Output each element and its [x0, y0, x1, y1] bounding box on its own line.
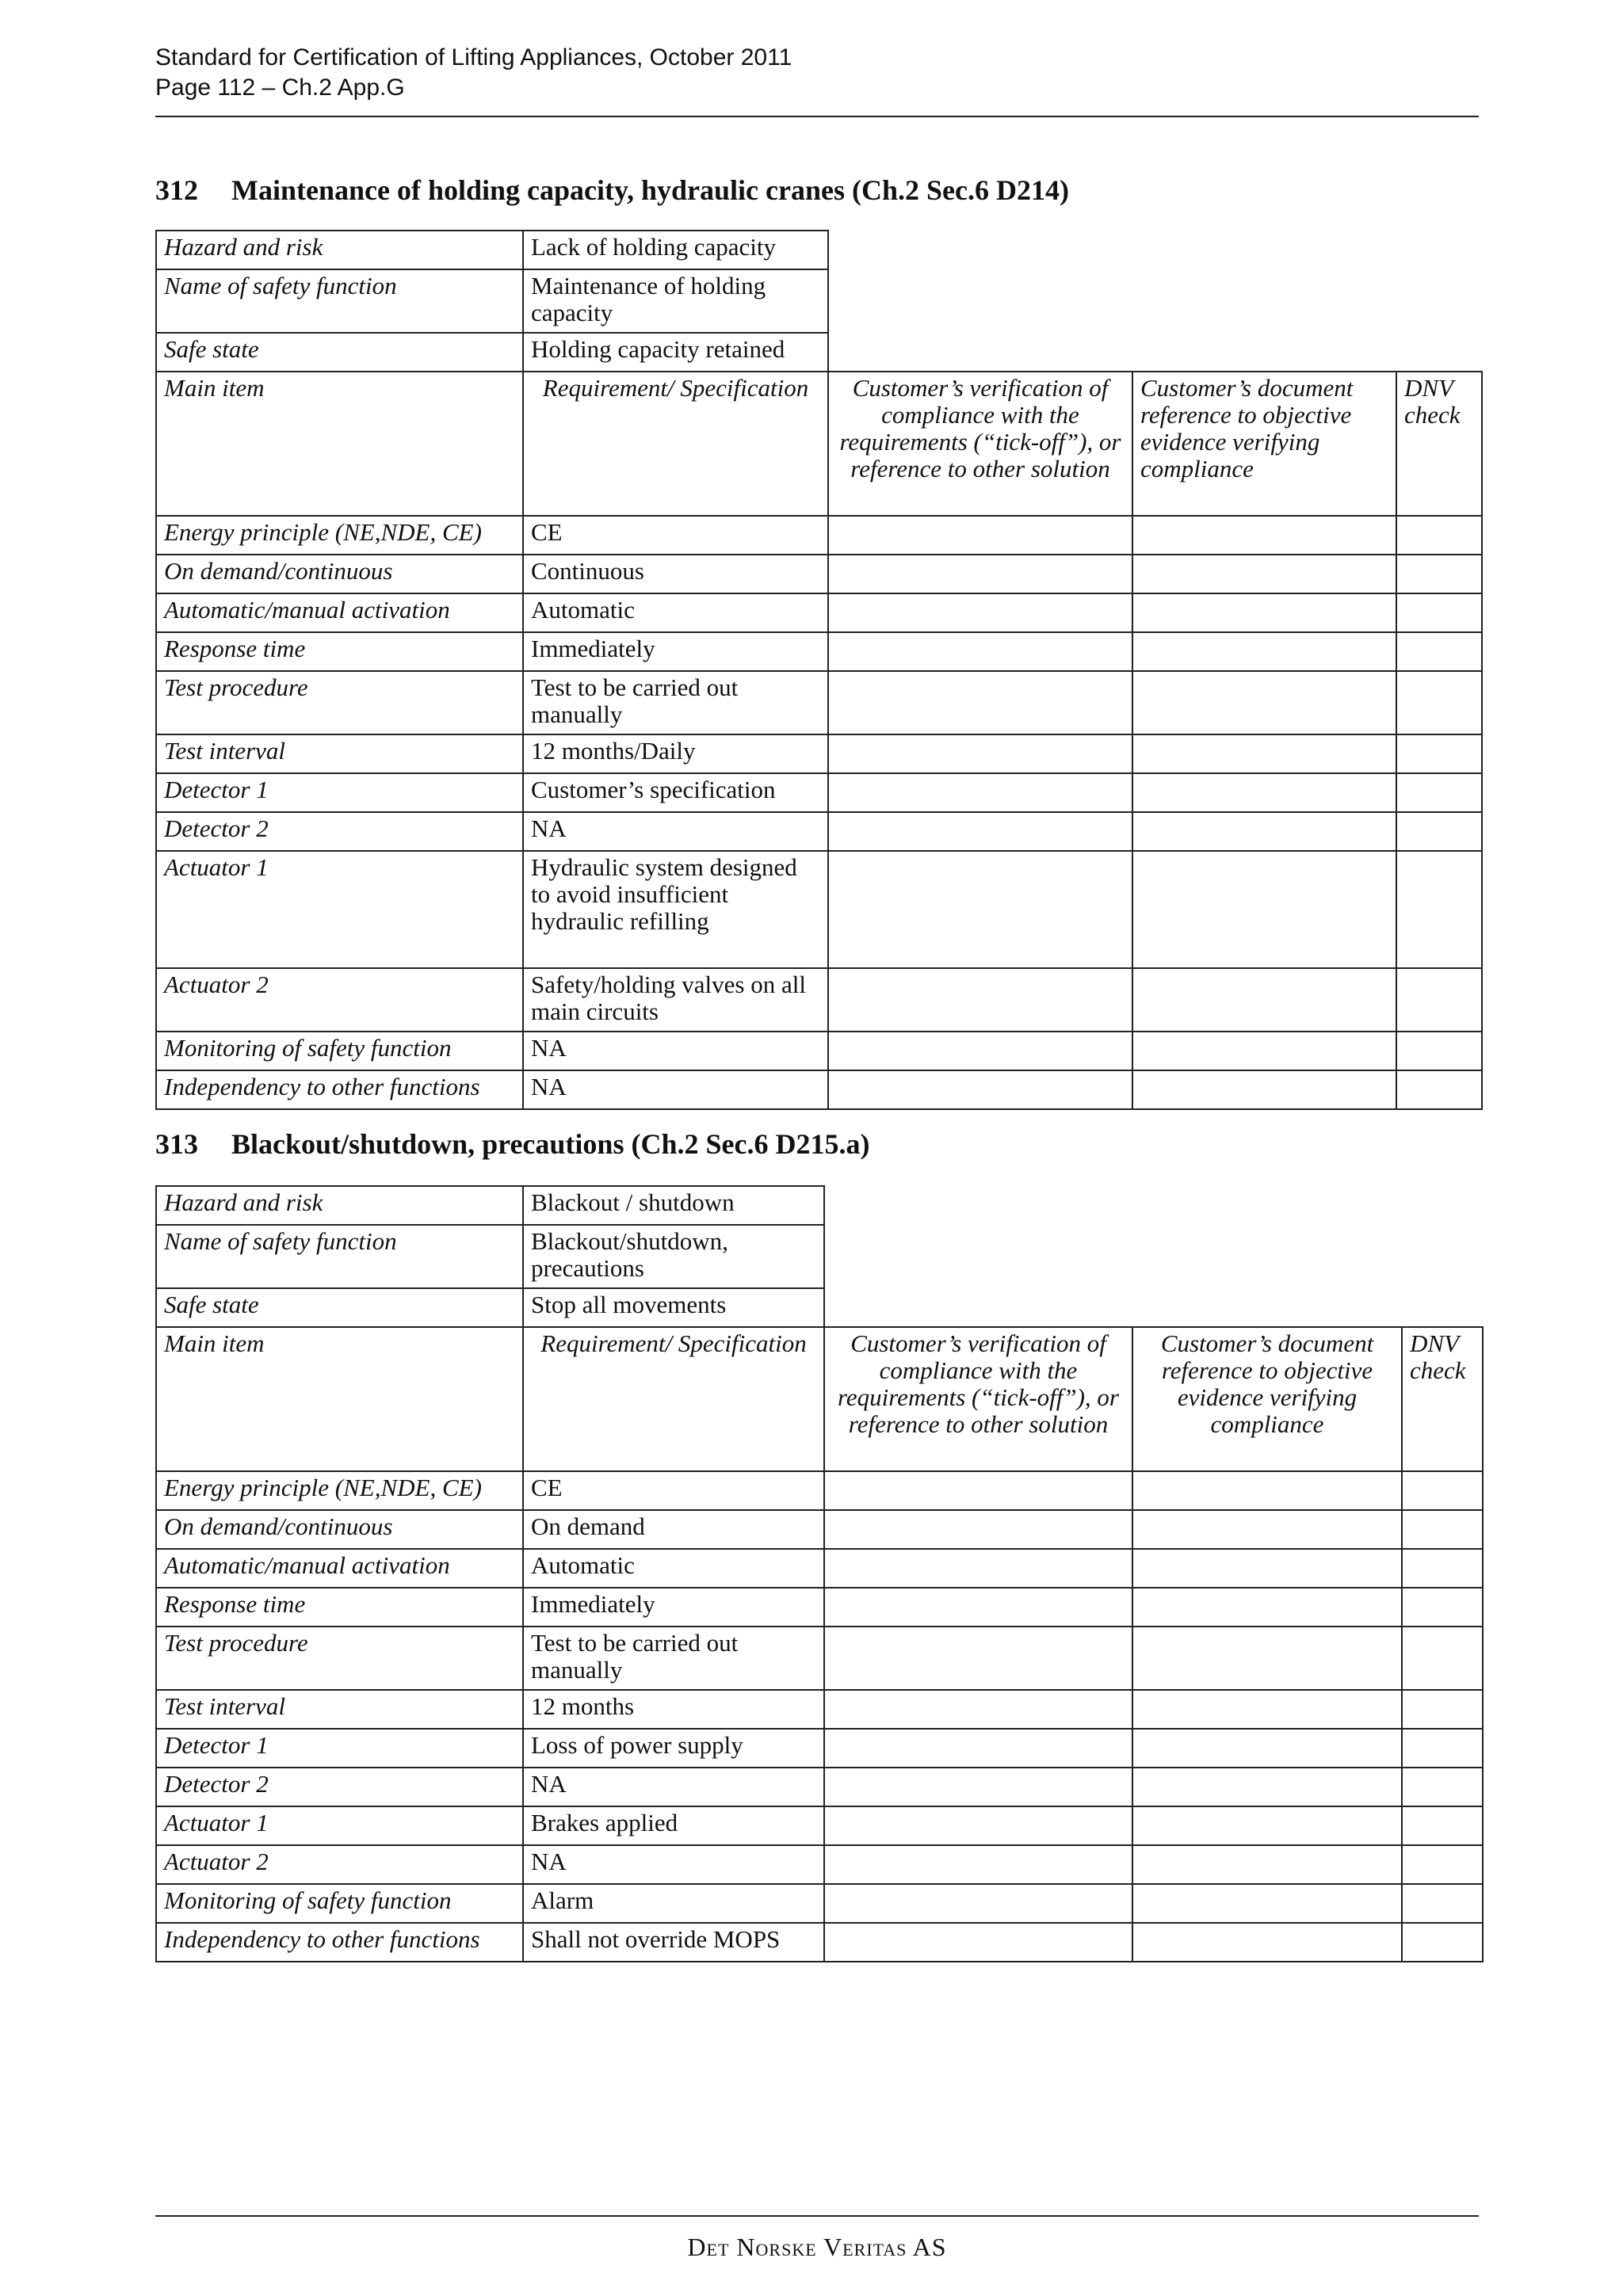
- item-cell: Automatic/manual activation: [156, 1549, 523, 1588]
- spec-cell: Shall not override MOPS: [523, 1923, 824, 1962]
- section-number: 313: [155, 1128, 198, 1160]
- hazard-label: Hazard and risk: [156, 1186, 523, 1225]
- verification-cell: [824, 1627, 1132, 1690]
- item-cell: Actuator 2: [156, 1845, 523, 1884]
- table-row: [156, 269, 1482, 333]
- table-row: [156, 1690, 1483, 1729]
- item-cell: Actuator 2: [156, 968, 523, 1032]
- dnv-check-cell: [1402, 1806, 1483, 1845]
- document-cell: [1132, 632, 1396, 671]
- verification-cell: [828, 1032, 1132, 1070]
- table-row: [156, 968, 1482, 1032]
- document-cell: [1132, 1923, 1402, 1962]
- document-cell: [1132, 1729, 1402, 1768]
- function-name-label: Name of safety function: [156, 1225, 523, 1288]
- table-row: [156, 1588, 1483, 1627]
- item-cell: Monitoring of safety function: [156, 1032, 523, 1070]
- verification-cell: [824, 1471, 1132, 1510]
- column-header-row: [156, 1327, 1483, 1471]
- spec-cell: Test to be carried out manually: [523, 1627, 824, 1690]
- document-cell: [1132, 1471, 1402, 1510]
- item-cell: Test interval: [156, 734, 523, 773]
- page-footer: [155, 2233, 1479, 2262]
- column-header-row: [156, 372, 1482, 516]
- spec-cell: NA: [523, 1032, 828, 1070]
- document-cell: [1132, 593, 1396, 632]
- verification-cell: [824, 1884, 1132, 1923]
- spec-cell: Immediately: [523, 1588, 824, 1627]
- item-cell: On demand/continuous: [156, 1510, 523, 1549]
- dnv-check-cell: [1402, 1845, 1483, 1884]
- table-row: [156, 851, 1482, 968]
- table-row: [156, 333, 1482, 372]
- section-heading: Blackout/shutdown, precautions (Ch.2 Sec.6 D215.a): [231, 1128, 870, 1160]
- header-rule: [155, 116, 1479, 117]
- item-cell: Detector 1: [156, 773, 523, 812]
- table-row: [156, 1729, 1483, 1768]
- spec-cell: Continuous: [523, 555, 828, 593]
- item-cell: Actuator 1: [156, 1806, 523, 1845]
- spec-cell: Loss of power supply: [523, 1729, 824, 1768]
- document-reference-header: Customer’s document reference to objective evidence verifying compliance: [1132, 372, 1396, 516]
- spec-cell: On demand: [523, 1510, 824, 1549]
- item-cell: Monitoring of safety function: [156, 1884, 523, 1923]
- verification-cell: [824, 1806, 1132, 1845]
- function-name-value: Blackout/shutdown, precautions: [523, 1225, 824, 1288]
- item-cell: Test interval: [156, 1690, 523, 1729]
- spec-cell: Brakes applied: [523, 1806, 824, 1845]
- hazard-value: Lack of holding capacity: [523, 231, 828, 269]
- item-cell: Response time: [156, 1588, 523, 1627]
- dnv-check-cell: [1396, 516, 1482, 555]
- spec-cell: Automatic: [523, 593, 828, 632]
- verification-cell: [828, 773, 1132, 812]
- dnv-check-header: DNV check: [1396, 372, 1482, 516]
- document-cell: [1132, 1768, 1402, 1806]
- dnv-check-cell: [1396, 773, 1482, 812]
- document-cell: [1132, 1690, 1402, 1729]
- dnv-check-header: DNV check: [1402, 1327, 1483, 1471]
- verification-cell: [824, 1690, 1132, 1729]
- dnv-check-cell: [1402, 1588, 1483, 1627]
- dnv-check-cell: [1396, 851, 1482, 968]
- verification-cell: [828, 671, 1132, 734]
- item-cell: Detector 2: [156, 812, 523, 851]
- document-cell: [1132, 1627, 1402, 1690]
- main-item-header: Main item: [156, 372, 523, 516]
- verification-cell: [828, 516, 1132, 555]
- document-cell: [1132, 968, 1396, 1032]
- publisher-name: Det Norske Veritas AS: [687, 2233, 947, 2261]
- header-line-2: Page 112 – Ch.2 App.G: [155, 74, 405, 101]
- table-row: [156, 1923, 1483, 1962]
- safe-state-value: Holding capacity retained: [523, 333, 828, 372]
- spec-cell: CE: [523, 1471, 824, 1510]
- table-row: [156, 812, 1482, 851]
- document-cell: [1132, 555, 1396, 593]
- item-cell: Detector 1: [156, 1729, 523, 1768]
- document-cell: [1132, 1510, 1402, 1549]
- verification-cell: [828, 968, 1132, 1032]
- spec-cell: NA: [523, 1845, 824, 1884]
- table-row: [156, 516, 1482, 555]
- verification-cell: [828, 632, 1132, 671]
- item-cell: Independency to other functions: [156, 1923, 523, 1962]
- document-cell: [1132, 1588, 1402, 1627]
- running-header: [155, 43, 1479, 103]
- section-number: 312: [155, 174, 198, 206]
- spec-cell: NA: [523, 812, 828, 851]
- dnv-check-cell: [1396, 671, 1482, 734]
- table-row: [156, 1186, 1483, 1225]
- item-cell: Response time: [156, 632, 523, 671]
- verification-header: Customer’s verification of compliance with the requirements (“tick-off”), or reference to other solution: [824, 1327, 1132, 1471]
- document-cell: [1132, 1549, 1402, 1588]
- spec-cell: Customer’s specification: [523, 773, 828, 812]
- header-line-1: Standard for Certification of Lifting Appliances, October 2011: [155, 44, 792, 71]
- spec-cell: 12 months: [523, 1690, 824, 1729]
- dnv-check-cell: [1396, 555, 1482, 593]
- spec-cell: Automatic: [523, 1549, 824, 1588]
- document-cell: [1132, 516, 1396, 555]
- dnv-check-cell: [1396, 812, 1482, 851]
- dnv-check-cell: [1402, 1729, 1483, 1768]
- dnv-check-cell: [1396, 734, 1482, 773]
- dnv-check-cell: [1402, 1690, 1483, 1729]
- verification-cell: [824, 1923, 1132, 1962]
- dnv-check-cell: [1402, 1884, 1483, 1923]
- document-cell: [1132, 1806, 1402, 1845]
- document-cell: [1132, 1070, 1396, 1109]
- verification-cell: [828, 1070, 1132, 1109]
- table-row: [156, 1070, 1482, 1109]
- spec-cell: Alarm: [523, 1884, 824, 1923]
- spec-cell: NA: [523, 1070, 828, 1109]
- verification-cell: [828, 851, 1132, 968]
- dnv-check-cell: [1396, 632, 1482, 671]
- table-row: [156, 1510, 1483, 1549]
- table-row: [156, 555, 1482, 593]
- item-cell: Detector 2: [156, 1768, 523, 1806]
- section-313-title: [155, 1127, 869, 1161]
- spec-cell: Hydraulic system designed to avoid insufficient hydraulic refilling: [523, 851, 828, 968]
- table-row: [156, 1845, 1483, 1884]
- dnv-check-cell: [1396, 1032, 1482, 1070]
- document-cell: [1132, 851, 1396, 968]
- verification-cell: [824, 1588, 1132, 1627]
- verification-cell: [828, 593, 1132, 632]
- spec-cell: Immediately: [523, 632, 828, 671]
- dnv-check-cell: [1402, 1627, 1483, 1690]
- table-row: [156, 1032, 1482, 1070]
- item-cell: Actuator 1: [156, 851, 523, 968]
- dnv-check-cell: [1396, 968, 1482, 1032]
- dnv-check-cell: [1402, 1923, 1483, 1962]
- table-row: [156, 632, 1482, 671]
- table-row: [156, 1768, 1483, 1806]
- item-cell: Energy principle (NE,NDE, CE): [156, 1471, 523, 1510]
- function-name-value: Maintenance of holding capacity: [523, 269, 828, 333]
- table-row: [156, 773, 1482, 812]
- item-cell: On demand/continuous: [156, 555, 523, 593]
- verification-cell: [824, 1729, 1132, 1768]
- document-cell: [1132, 773, 1396, 812]
- table-row: [156, 1806, 1483, 1845]
- dnv-check-cell: [1402, 1510, 1483, 1549]
- verification-cell: [824, 1510, 1132, 1549]
- verification-cell: [824, 1768, 1132, 1806]
- table-row: [156, 1627, 1483, 1690]
- spec-cell: Safety/holding valves on all main circuits: [523, 968, 828, 1032]
- verification-cell: [824, 1845, 1132, 1884]
- document-reference-header: Customer’s document reference to objective evidence verifying compliance: [1132, 1327, 1402, 1471]
- safety-function-table-313: [155, 1185, 1484, 1962]
- table-row: [156, 1884, 1483, 1923]
- table-row: [156, 671, 1482, 734]
- verification-header: Customer’s verification of compliance with the requirements (“tick-off”), or reference to other solution: [828, 372, 1132, 516]
- section-heading: Maintenance of holding capacity, hydraulic cranes (Ch.2 Sec.6 D214): [231, 174, 1069, 206]
- dnv-check-cell: [1402, 1471, 1483, 1510]
- hazard-value: Blackout / shutdown: [523, 1186, 824, 1225]
- dnv-check-cell: [1396, 1070, 1482, 1109]
- verification-cell: [828, 812, 1132, 851]
- footer-rule: [155, 2215, 1479, 2217]
- spec-cell: Test to be carried out manually: [523, 671, 828, 734]
- safe-state-label: Safe state: [156, 1288, 523, 1327]
- section-312-title: [155, 173, 1069, 208]
- table-row: [156, 1549, 1483, 1588]
- requirement-header: Requirement/ Specification: [523, 372, 828, 516]
- item-cell: Automatic/manual activation: [156, 593, 523, 632]
- safe-state-label: Safe state: [156, 333, 523, 372]
- item-cell: Energy principle (NE,NDE, CE): [156, 516, 523, 555]
- dnv-check-cell: [1402, 1768, 1483, 1806]
- verification-cell: [828, 555, 1132, 593]
- document-cell: [1132, 671, 1396, 734]
- item-cell: Test procedure: [156, 1627, 523, 1690]
- function-name-label: Name of safety function: [156, 269, 523, 333]
- table-row: [156, 1471, 1483, 1510]
- dnv-check-cell: [1396, 593, 1482, 632]
- verification-cell: [828, 734, 1132, 773]
- hazard-label: Hazard and risk: [156, 231, 523, 269]
- document-cell: [1132, 1845, 1402, 1884]
- table-row: [156, 593, 1482, 632]
- requirement-header: Requirement/ Specification: [523, 1327, 824, 1471]
- safe-state-value: Stop all movements: [523, 1288, 824, 1327]
- document-cell: [1132, 812, 1396, 851]
- main-item-header: Main item: [156, 1327, 523, 1471]
- spec-cell: CE: [523, 516, 828, 555]
- table-row: [156, 1288, 1483, 1327]
- item-cell: Independency to other functions: [156, 1070, 523, 1109]
- document-cell: [1132, 1032, 1396, 1070]
- table-row: [156, 231, 1482, 269]
- dnv-check-cell: [1402, 1549, 1483, 1588]
- verification-cell: [824, 1549, 1132, 1588]
- safety-function-table-312: [155, 230, 1483, 1110]
- table-row: [156, 1225, 1483, 1288]
- document-cell: [1132, 734, 1396, 773]
- spec-cell: 12 months/Daily: [523, 734, 828, 773]
- item-cell: Test procedure: [156, 671, 523, 734]
- spec-cell: NA: [523, 1768, 824, 1806]
- document-cell: [1132, 1884, 1402, 1923]
- table-row: [156, 734, 1482, 773]
